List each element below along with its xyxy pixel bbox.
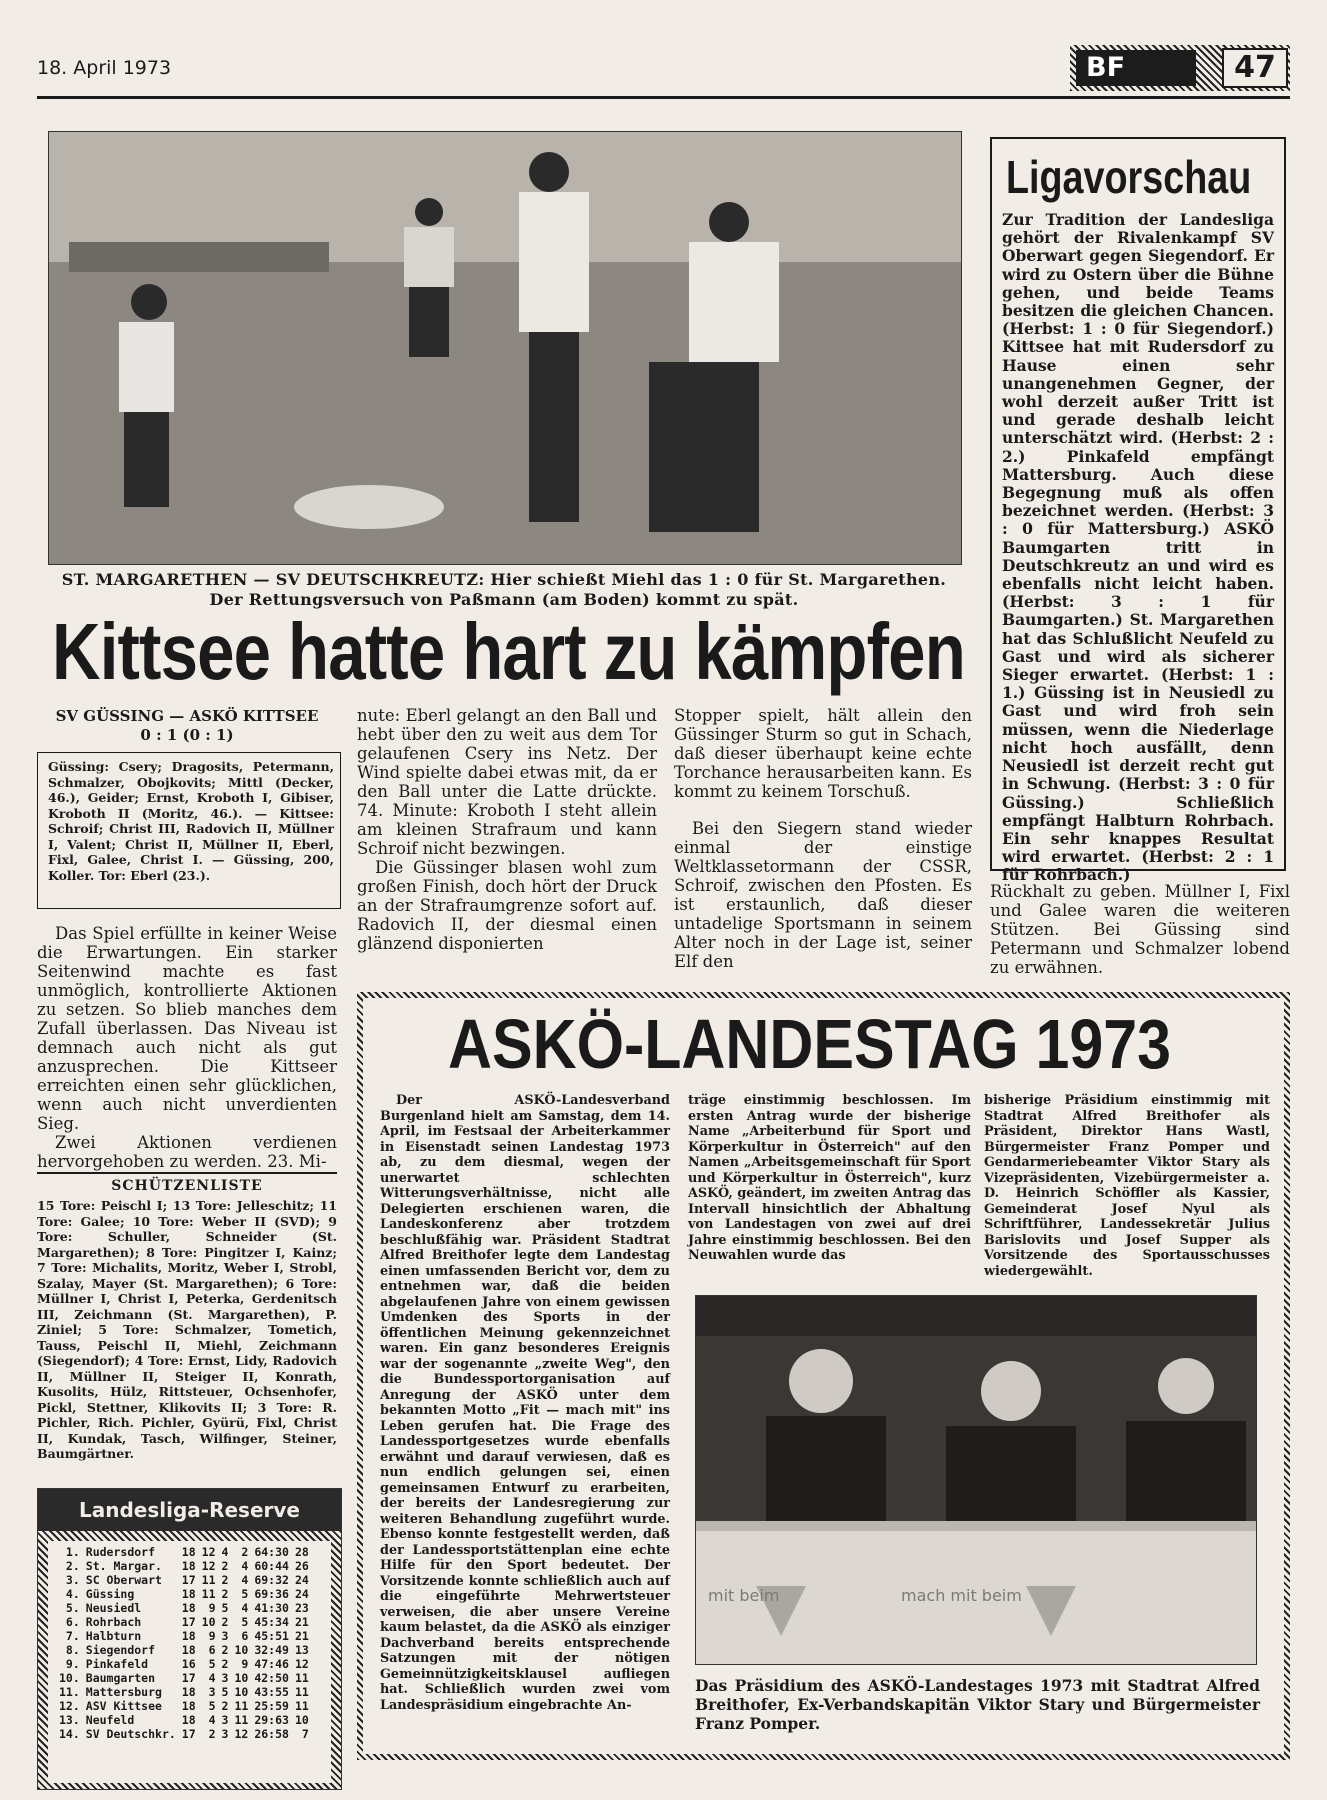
table-cell: 11 (234, 1713, 249, 1727)
article-col-3-p2: Bei den Siegern stand wieder einmal der einstige Weltklassetormann der CSSR, Schroif, zwischen den Pfosten. Es ist erstaunlich, daß dieser untadelige Sportsmann in seinem Alter noch in der Lage ist, seiner Elf den (674, 819, 972, 971)
table-cell: 13 (294, 1643, 309, 1657)
table-cell: 12 (201, 1559, 216, 1573)
presidium-photo (695, 1295, 1257, 1665)
table-cell: Pinkafeld (85, 1657, 149, 1671)
article-col-4 (990, 882, 1290, 977)
table-cell: 69:32 (254, 1573, 289, 1587)
table-row (56, 1545, 312, 1559)
table-cell: 29:63 (254, 1713, 289, 1727)
table-cell: 5. (65, 1601, 80, 1615)
table-cell: 10 (234, 1685, 249, 1699)
table-cell: 41:30 (254, 1601, 289, 1615)
table-row (56, 1643, 312, 1657)
table-cell: 17 (181, 1727, 196, 1741)
match-photo (48, 131, 962, 565)
match-title: SV GÜSSING — ASKÖ KITTSEE (55, 707, 319, 725)
presidium-banner-right: mach mit beim (901, 1586, 1022, 1605)
reserve-title: Landesliga-Reserve (38, 1489, 341, 1531)
table-cell: 24 (294, 1587, 309, 1601)
table-cell: 18 (181, 1587, 196, 1601)
table-cell: 11 (234, 1699, 249, 1713)
article-col-1-p2: Zwei Aktionen verdienen hervorgehoben zu werden. 23. Mi- (37, 1133, 337, 1171)
preview-title: Ligavorschau (1006, 151, 1252, 203)
table-cell: Neusiedl (85, 1601, 142, 1615)
table-cell: 11 (294, 1671, 309, 1685)
table-cell: 3 (221, 1671, 229, 1685)
table-cell: 6. (65, 1615, 80, 1629)
table-cell: 32:49 (254, 1643, 289, 1657)
table-cell: Mattersburg (85, 1685, 162, 1699)
table-cell: 5 (208, 1657, 216, 1671)
article-col-1 (37, 924, 337, 1171)
presidium-caption: Das Präsidium des ASKÖ-Landestages 1973 mit Stadtrat Alfred Breithofer, Ex-Verbandskapitän Viktor Stary und Bürgermeister Franz Pomper. (695, 1676, 1260, 1733)
table-cell: 23 (294, 1601, 309, 1615)
match-photo-image (49, 132, 961, 564)
table-cell: 7. (65, 1629, 80, 1643)
askoe-col-3 (984, 1093, 1270, 1279)
askoe-col-2 (688, 1093, 971, 1264)
table-cell: 18 (181, 1629, 196, 1643)
table-cell: 6 (208, 1643, 216, 1657)
scorers-title: SCHÜTZENLISTE (111, 1178, 263, 1194)
table-row (56, 1727, 312, 1741)
match-score: 0 : 1 (0 : 1) (140, 726, 234, 744)
presidium-photo-image (696, 1296, 1256, 1664)
table-cell: 18 (181, 1559, 196, 1573)
table-cell: 3 (221, 1727, 229, 1741)
table-row (56, 1615, 312, 1629)
table-cell: 18 (181, 1643, 196, 1657)
paper-logo: BF (1076, 50, 1196, 86)
table-cell: 2 (241, 1545, 249, 1559)
table-cell: 10 (201, 1615, 216, 1629)
table-cell: 45:34 (254, 1615, 289, 1629)
table-cell: 26 (294, 1559, 309, 1573)
table-cell: 17 (181, 1671, 196, 1685)
table-row (56, 1713, 312, 1727)
table-cell: 18 (181, 1699, 196, 1713)
table-cell: 5 (208, 1699, 216, 1713)
table-cell: St. Margar. (85, 1559, 162, 1573)
table-cell: 12 (201, 1545, 216, 1559)
presidium-banner-left: mit beim (708, 1586, 780, 1605)
headline: Kittsee hatte hart zu kämpfen (52, 607, 965, 696)
table-cell: 11 (201, 1573, 216, 1587)
article-col-4-p1: Rückhalt zu geben. Müllner I, Fixl und Galee waren die weiteren Stützen. Bei Güssing sind Petermann und Schmalzer lobend zu erwähnen. (990, 882, 1290, 977)
article-col-3 (674, 706, 972, 971)
table-cell: 13. (59, 1713, 80, 1727)
match-lineup (37, 752, 341, 909)
table-cell: 4 (221, 1545, 229, 1559)
scorers-rule (37, 1172, 337, 1174)
reserve-box (37, 1488, 342, 1790)
table-row (56, 1657, 312, 1671)
table-cell: 8. (65, 1643, 80, 1657)
askoe-col-1 (380, 1093, 670, 1713)
table-cell: 10 (234, 1643, 249, 1657)
table-cell: 24 (294, 1573, 309, 1587)
table-cell: 16 (181, 1657, 196, 1671)
table-cell: 3 (221, 1713, 229, 1727)
table-cell: Güssing (85, 1587, 135, 1601)
match-lineup-text: Güssing: Csery; Dragosits, Petermann, Schmalzer, Obojkovits; Mittl (Decker, 46.), Geider; Ernst, Kroboth I, Gibiser, Kroboth II (Moritz, 46.). — Kittsee: Schroif; Christ III, Radovich II, Müllner I, Valent; Christ II, Müllner II, Eberl, Fixl, Galee, Christ I. — Güssing, 200, Koller. Tor: Eberl (23.). (48, 759, 334, 883)
table-cell: 3. (65, 1573, 80, 1587)
table-cell: 1. (65, 1545, 80, 1559)
table-cell: 11 (201, 1587, 216, 1601)
article-col-2-p1: nute: Eberl gelangt an den Ball und hebt über den zu weit aus dem Tor gelaufenen Csery ins Netz. Der Wind spielte dabei etwas mit, da er den Ball unter die Latte drückte. 74. Minute: Kroboth I steht allein am kleinen Strafraum und kann Schroif nicht bezwingen. (357, 706, 657, 858)
table-cell: 2 (208, 1727, 216, 1741)
table-cell: 12 (294, 1657, 309, 1671)
table-cell: Neufeld (85, 1713, 135, 1727)
table-cell: 9 (208, 1601, 216, 1615)
table-cell: 4. (65, 1587, 80, 1601)
table-cell: 4 (208, 1671, 216, 1685)
table-cell: 9 (241, 1657, 249, 1671)
table-cell: SV Deutschkr. (85, 1727, 176, 1741)
table-cell: 28 (294, 1545, 309, 1559)
table-cell: 2 (221, 1643, 229, 1657)
table-cell: 11. (59, 1685, 80, 1699)
table-cell: 9 (208, 1629, 216, 1643)
table-cell: SC Oberwart (85, 1573, 162, 1587)
table-cell: Siegendorf (85, 1643, 156, 1657)
table-cell: 69:36 (254, 1587, 289, 1601)
table-row (56, 1685, 312, 1699)
table-cell: 2 (221, 1559, 229, 1573)
table-cell: 10 (294, 1713, 309, 1727)
table-cell: 4 (241, 1601, 249, 1615)
table-cell: 2 (221, 1573, 229, 1587)
table-cell: 4 (241, 1573, 249, 1587)
article-col-2 (357, 706, 657, 953)
table-cell: 14. (59, 1727, 80, 1741)
reserve-table-wrap (48, 1541, 331, 1783)
table-cell: 60:44 (254, 1559, 289, 1573)
table-cell: 21 (294, 1629, 309, 1643)
page-number: 47 (1222, 48, 1288, 88)
table-cell: 18 (181, 1545, 196, 1559)
table-cell: 12. (59, 1699, 80, 1713)
match-photo-caption: ST. MARGARETHEN — SV DEUTSCHKREUTZ: Hier schießt Miehl das 1 : 0 für St. Margarethen. Der Rettungsversuch von Paßmann (am Boden) kommt zu spät. (61, 570, 947, 609)
preview-text: Zur Tradition der Landesliga gehört der Rivalenkampf SV Oberwart gegen Siegendorf. Er wird zu Ostern über die Bühne gehen, und beide Teams besitzen die gleichen Chancen. (Herbst: 1 : 0 für Siegendorf.) Kittsee hat mit Rudersdorf zu Hause einen sehr unangenehmen Gegner, der wohl derzeit außer Tritt ist und gerade deshalb leicht unterschätzt wird. (Herbst: 2 : 2.) Pinkafeld empfängt Mattersburg. Auch diese Begegnung muß als offen bezeichnet werden. (Herbst: 3 : 0 für Mattersburg.) ASKÖ Baumgarten tritt in Deutschkreutz an und wird es ebenfalls nicht leicht haben. (Herbst: 3 : 1 für Baumgarten.) St. Margarethen hat das Schlußlicht Neufeld zu Gast und wird als sicherer Sieger erwartet. (Herbst: 1 : 1.) Güssing ist in Neusiedl zu Gast und wird froh sein müssen, wenn die Niederlage nicht hoch ausfällt, denn Neusiedl ist derzeit recht gut in Schwung. (Herbst: 3 : 0 für Güssing.) Schließlich empfängt Halbturn Rohrbach. Ein sehr knappes Resultat wird erwartet. (Herbst: 2 : 1 für Rohrbach.) (1002, 210, 1274, 885)
reserve-table (56, 1545, 312, 1741)
askoe-col-2-text: träge einstimmig beschlossen. Im ersten Antrag wurde der bisherige Name „Arbeiterbund für Sport und Körperkultur in Österreich" auf den Namen „Arbeitsgemeinschaft für Sport und Körperkultur in Österreich", kurz ASKÖ, geändert, im zweiten Antrag das Intervall hinsichtlich der Abhaltung von Landestagen von zwei auf drei Jahre einstimmig beschlossen. Bei den Neuwahlen wurde das (688, 1093, 971, 1263)
article-col-3-p1: Stopper spielt, hält allein den Güssinger Sturm so gut in Schach, daß dieser überhaupt keine echte Torchance herausarbeiten kann. Es kommt zu keinem Torschuß. (674, 706, 972, 801)
askoe-col-3-text: bisherige Präsidium einstimmig mit Stadtrat Alfred Breithofer als Präsident, Direktor Hans Wastl, Bürgermeister Franz Pomper und Gendarmeriebeamter Viktor Stary als Vizepräsidenten, Vizebürgermeister a. D. Heinrich Schöffler als Kassier, Gemeinderat Josef Nyul als Schriftführer, Landessekretär Julius Barislovits und Josef Supper als Vorsitzende des Sportausschusses wiedergewählt. (984, 1093, 1270, 1279)
table-cell: 64:30 (254, 1545, 289, 1559)
table-cell: 17 (181, 1615, 196, 1629)
table-row (56, 1699, 312, 1713)
table-cell: 2 (221, 1587, 229, 1601)
table-row (56, 1559, 312, 1573)
table-row (56, 1629, 312, 1643)
table-row (56, 1573, 312, 1587)
table-row (56, 1601, 312, 1615)
table-cell: 26:58 (254, 1727, 289, 1741)
table-cell: 18 (181, 1713, 196, 1727)
table-cell: 2 (221, 1615, 229, 1629)
table-cell: 21 (294, 1615, 309, 1629)
scorers-text (37, 1198, 337, 1462)
table-cell: 7 (301, 1727, 309, 1741)
askoe-title: ASKÖ-LANDESTAG 1973 (448, 1005, 1172, 1083)
article-col-2-p2: Die Güssinger blasen wohl zum großen Finish, doch hört der Druck an der Strafraumgrenze sofort auf. Radovich II, der diesmal einen glänzend disponierten (357, 858, 657, 953)
table-cell: 3 (221, 1629, 229, 1643)
table-cell: 4 (208, 1713, 216, 1727)
table-cell: 43:55 (254, 1685, 289, 1699)
table-cell: 9. (65, 1657, 80, 1671)
table-row (56, 1587, 312, 1601)
table-cell: 10. (59, 1671, 80, 1685)
table-cell: 4 (241, 1559, 249, 1573)
issue-date: 18. April 1973 (37, 57, 172, 79)
table-cell: ASV Kittsee (85, 1699, 162, 1713)
table-cell: 11 (294, 1685, 309, 1699)
table-cell: 5 (241, 1615, 249, 1629)
table-cell: 18 (181, 1685, 196, 1699)
table-cell: 18 (181, 1601, 196, 1615)
table-cell: 3 (208, 1685, 216, 1699)
table-cell: 2 (221, 1657, 229, 1671)
table-cell: 5 (221, 1601, 229, 1615)
askoe-col-1-text: Der ASKÖ-Landesverband Burgenland hielt am Samstag, dem 14. April, im Festsaal der Arbeiterkammer in Eisenstadt seinen Landestag 1973 ab, zu dem diesmal, wegen der unerwartet schlechten Witterungsverhältnisse, nicht alle Delegierten erschienen waren, die Landeskonferenz aber trotzdem beschlußfähig war. Präsident Stadtrat Alfred Breithofer legte dem Landestag einen umfassenden Bericht vor, dem zu entnehmen war, daß die beiden abgelaufenen Jahre von einem gewissen Umdenken des Sports in der öffentlichen Meinung gekennzeichnet waren. Ein ganz besonderes Ereignis war der sogenannte „zweite Weg", den die Bundessportorganisation auf Anregung der ASKÖ unter dem bekannten Motto „Fit — mach mit" ins Leben gerufen hat. Die Frage des Landessportgesetzes wurde ebenfalls erwähnt und darauf verwiesen, daß es nun endlich gelungen sei, einen gemeinsamen Entwurf zu erarbeiten, der bereits der Landesregierung zur weiteren Behandlung zugeführt wurde. Ebenso konnte festgestellt werden, daß der Landessportstättenplan eine echte Hilfe für den Sport bedeutet. Der Vorsitzende konnte schließlich auch auf die eingeführte Mehrwertsteuer verweisen, die aber unsere Vereine kaum belastet, da die ASKÖ als einziger Dachverband bereits entsprechende Satzungen mit der nötigen Gemeinnützigkeitsklausel aufliegen hat. Schließlich wurden zwei vom Landespräsidium eingebrachte An- (380, 1093, 670, 1713)
table-cell: 5 (241, 1587, 249, 1601)
article-col-1-p1: Das Spiel erfüllte in keiner Weise die Erwartungen. Ein starker Seitenwind machte es fast unmöglich, kontrollierte Aktionen zu setzen. So blieb manches dem Zufall überlassen. Das Niveau ist demnach auch nicht als gut anzusprechen. Die Kittseer erreichten einen sehr glücklichen, wenn auch nicht unverdienten Sieg. (37, 924, 337, 1133)
table-cell: 25:59 (254, 1699, 289, 1713)
table-cell: 6 (241, 1629, 249, 1643)
header-rule (37, 96, 1290, 99)
masthead-box (1070, 45, 1290, 91)
table-cell: Baumgarten (85, 1671, 156, 1685)
table-cell: 12 (234, 1727, 249, 1741)
table-cell: 10 (234, 1671, 249, 1685)
table-cell: 11 (294, 1699, 309, 1713)
table-cell: 42:50 (254, 1671, 289, 1685)
table-cell: Rohrbach (85, 1615, 142, 1629)
table-cell: 2 (221, 1699, 229, 1713)
table-cell: 2. (65, 1559, 80, 1573)
table-cell: 45:51 (254, 1629, 289, 1643)
table-row (56, 1671, 312, 1685)
scorers-list: 15 Tore: Peischl I; 13 Tore: Jelleschitz; 11 Tore: Galee; 10 Tore: Weber II (SVD); 9 Tore: Schuller, Schneider (St. Margarethen); 8 Tore: Pingitzer I, Kainz; 7 Tore: Michalits, Moritz, Weber I, Strobl, Szalay, Mayer (St. Margarethen); 6 Tore: Müllner I, Christ I, Peterka, Gerdenitsch III, Zeichmann (St. Margarethen), P. Ziniel; 5 Tore: Schmalzer, Tometich, Tauss, Peischl II, Miehl, Zeichmann (Siegendorf); 4 Tore: Ernst, Lidy, Radovich II, Müllner II, Steiger II, Konrath, Kusolits, Hülz, Rittsteuer, Ochsenhofer, Pickl, Stettner, Klikovits II; 3 Tore: R. Pichler, Rich. Pichler, Gyürü, Fixl, Christ II, Kundak, Tasch, Wilfinger, Steiner, Baumgärtner. (37, 1198, 337, 1461)
table-cell: 47:46 (254, 1657, 289, 1671)
table-cell: 17 (181, 1573, 196, 1587)
table-cell: Rudersdorf (85, 1545, 156, 1559)
table-cell: Halbturn (85, 1629, 142, 1643)
preview-box (990, 137, 1286, 885)
table-cell: 5 (221, 1685, 229, 1699)
